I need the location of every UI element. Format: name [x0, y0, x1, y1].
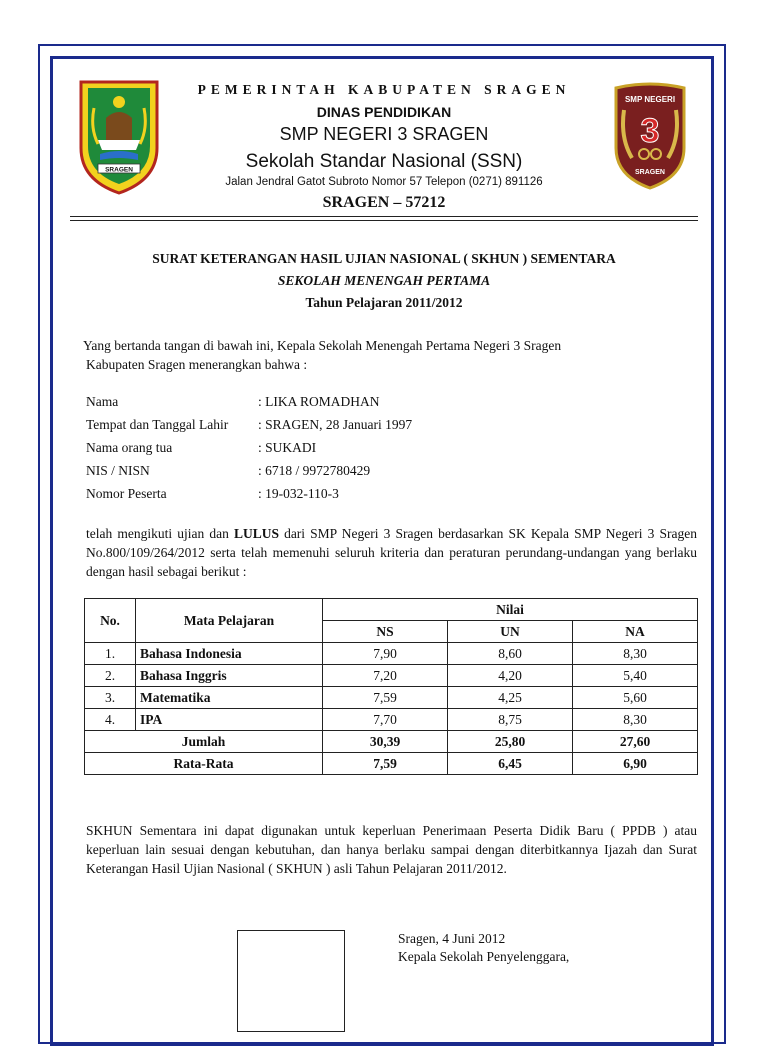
statement-post: dari SMP Negeri 3 Sragen berdasarkan SK Kepala SMP Negeri 3 Sragen No.800/109/264/2012 serta telah memenuhi seluruh kriteria dan peraturan perundang-undangan yang berlaku dengan hasil sebagai berikut :: [86, 526, 698, 579]
school-name: SMP NEGERI 3 SRAGEN: [279, 124, 489, 144]
row-ns: 7,70: [323, 709, 448, 731]
header-subject: Mata Pelajaran: [136, 599, 323, 643]
header-rule-thin: [70, 220, 698, 221]
department-line: DINAS PENDIDIKAN: [316, 104, 452, 120]
grades-table: [84, 598, 698, 775]
total-ns: 30,39: [323, 731, 448, 753]
photo-placeholder: [237, 930, 345, 1032]
statement-pre: telah mengikuti ujian dan: [86, 526, 234, 541]
government-line: PEMERINTAH KABUPATEN SRAGEN: [197, 82, 571, 97]
field-label: Nomor Peserta: [86, 486, 167, 501]
row-un: 4,25: [448, 687, 573, 709]
average-row: [85, 753, 698, 775]
row-na: 8,30: [573, 643, 698, 665]
field-value: : 19-032-110-3: [258, 486, 339, 501]
right-logo-bottom-text: SRAGEN: [635, 169, 665, 176]
row-un: 8,75: [448, 709, 573, 731]
row-ns: 7,20: [323, 665, 448, 687]
header-ns: NS: [323, 621, 448, 643]
document-title: SURAT KETERANGAN HASIL UJIAN NASIONAL ( SKHUN ) SEMENTARA: [152, 251, 616, 266]
intro-line-1: Yang bertanda tangan di bawah ini, Kepala Sekolah Menengah Pertama Negeri 3 Sragen: [83, 338, 562, 353]
field-value: : SRAGEN, 28 Januari 1997: [258, 417, 413, 432]
header-na: NA: [573, 621, 698, 643]
row-ns: 7,59: [323, 687, 448, 709]
row-subject: Matematika: [136, 687, 323, 709]
row-no: 3.: [85, 687, 136, 709]
header-nilai: Nilai: [323, 599, 698, 621]
school-year: Tahun Pelajaran 2011/2012: [305, 295, 463, 310]
row-no: 1.: [85, 643, 136, 665]
total-na: 27,60: [573, 731, 698, 753]
total-un: 25,80: [448, 731, 573, 753]
school-status: Sekolah Standar Nasional (SSN): [245, 151, 523, 172]
table-row: [85, 665, 698, 687]
row-na: 5,60: [573, 687, 698, 709]
left-logo-text: SRAGEN: [105, 166, 133, 174]
right-logo-top-text: SMP NEGERI: [624, 95, 676, 104]
row-subject: Bahasa Indonesia: [136, 643, 323, 665]
row-na: 8,30: [573, 709, 698, 731]
header-no: No.: [85, 599, 136, 643]
row-no: 2.: [85, 665, 136, 687]
school-address: Jalan Jendral Gatot Subroto Nomor 57 Telepon (0271) 891126: [225, 176, 543, 188]
table-row: [85, 709, 698, 731]
total-label: Jumlah: [85, 731, 323, 753]
city-postal: SRAGEN – 57212: [322, 194, 446, 211]
row-un: 4,20: [448, 665, 573, 687]
right-logo-number: 3: [640, 112, 660, 150]
average-ns: 7,59: [323, 753, 448, 775]
average-un: 6,45: [448, 753, 573, 775]
table-row: [85, 687, 698, 709]
total-row: [85, 731, 698, 753]
field-value: : LIKA ROMADHAN: [258, 394, 380, 409]
row-no: 4.: [85, 709, 136, 731]
average-label: Rata-Rata: [85, 753, 323, 775]
header-rule-thick: [70, 216, 698, 217]
closing-paragraph: SKHUN Sementara ini dapat digunakan untuk keperluan Penerimaan Peserta Didik Baru ( PPDB ) atau keperluan lain sesuai dengan kebutuhan, dan hanya berlaku sampai dengan diterbitkannya Ijazah dan Surat Keterangan Hasil Ujian Nasional ( SKHUN ) asli Tahun Pelajaran 2011/2012.: [86, 823, 697, 876]
row-subject: IPA: [136, 709, 323, 731]
document-subtitle: SEKOLAH MENENGAH PERTAMA: [277, 273, 491, 288]
field-value: : SUKADI: [258, 440, 317, 455]
signature-role: Kepala Sekolah Penyelenggara,: [398, 949, 570, 964]
intro-line-2: Kabupaten Sragen menerangkan bahwa :: [86, 357, 308, 372]
pass-statement: [86, 524, 697, 581]
row-ns: 7,90: [323, 643, 448, 665]
signature-place-date: Sragen, 4 Juni 2012: [398, 931, 506, 946]
field-label: Nama: [86, 394, 119, 409]
row-subject: Bahasa Inggris: [136, 665, 323, 687]
average-na: 6,90: [573, 753, 698, 775]
field-label: NIS / NISN: [86, 463, 150, 478]
pass-status: LULUS: [233, 526, 279, 541]
field-value: : 6718 / 9972780429: [258, 463, 371, 478]
header-un: UN: [448, 621, 573, 643]
row-na: 5,40: [573, 665, 698, 687]
field-label: Tempat dan Tanggal Lahir: [86, 417, 229, 432]
row-un: 8,60: [448, 643, 573, 665]
field-label: Nama orang tua: [86, 440, 173, 455]
table-row: [85, 643, 698, 665]
